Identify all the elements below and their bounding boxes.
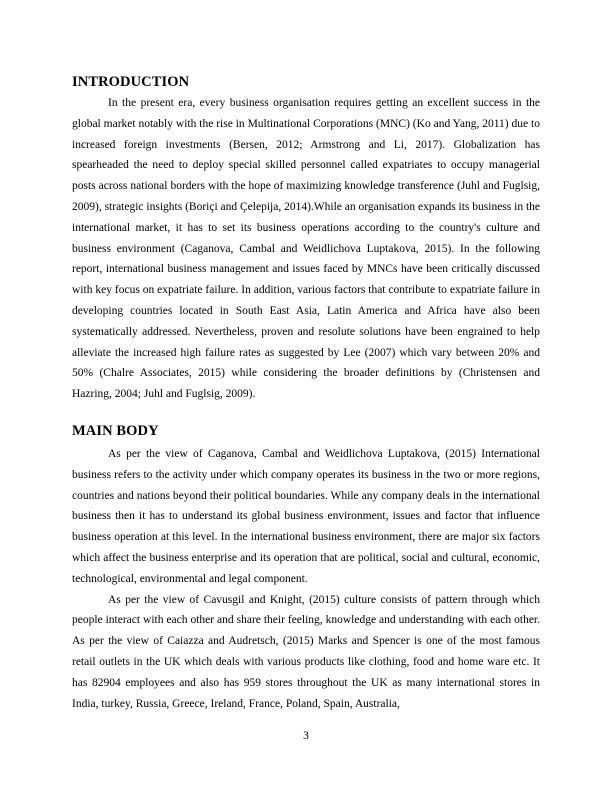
main-body-paragraph-1: As per the view of Caganova, Cambal and Weidlichova Luptakova, (2015) International business refers to the activity under which company operates its business in the two or more regions, countries and nations beyond their political boundaries. While any company deals in the international business then it has to understand its global business environment, issues and factor that influence business operation at this level. In the international business environment, there are major six factors which affect the business enterprise and its operation that are political, social and cultural, economic, technological, environmental and legal component. [72, 447, 540, 585]
introduction-heading: INTRODUCTION [72, 74, 190, 90]
introduction-paragraph: In the present era, every business organisation requires getting an excellent success in the global market notably with the rise in Multinational Corporations (MNC) (Ko and Yang, 2011) due to increased foreign investments (Bersen, 2012; Armstrong and Li, 2017). Globalization has spearheaded the need to deploy special skilled personnel called expatriates to occupy managerial posts across national borders with the hope of maximizing knowledge transference (Juhl and Fuglsig, 2009), strategic insights (Boriçi and Çelepija, 2014).While an organisation expands its business in the international market, it has to set its business operations according to the country's culture and business environment (Caganova, Cambal and Weidlichova Luptakova, 2015). In the following report, international business management and issues faced by MNCs have been critically discussed with key focus on expatriate failure. In addition, various factors that contribute to expatriate failure in developing countries located in South East Asia, Latin America and Africa have also been systematically addressed. Nevertheless, proven and resolute solutions have been engrained to help alleviate the increased high failure rates as suggested by Lee (2007) which vary between 20% and 50% (Chalre Associates, 2015) while considering the broader definitions by (Christensen and Hazring, 2004; Juhl and Fuglsig, 2009). [72, 97, 541, 401]
main-body-heading: MAIN BODY [72, 422, 159, 439]
page-number: 3 [303, 730, 309, 742]
page-content [72, 70, 540, 714]
main-body-paragraph-2: As per the view of Cavusgil and Knight, (2015) culture consists of pattern through which people interact with each other and share their feeling, knowledge and understanding with each other. As per the view of Caiazza and Audretsch, (2015) Marks and Spencer is one of the most famous retail outlets in the UK which deals with various products like clothing, food and home ware etc. It has 82904 employees and also has 959 stores throughout the UK as many international stores in India, turkey, Russia, Greece, Ireland, France, Poland, Spain, Australia, [72, 593, 540, 710]
